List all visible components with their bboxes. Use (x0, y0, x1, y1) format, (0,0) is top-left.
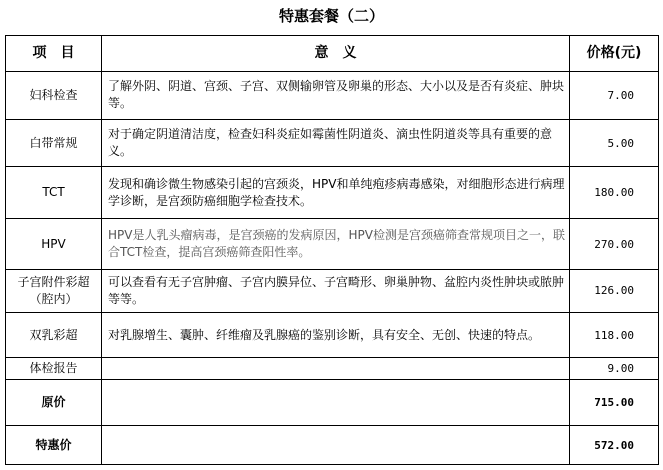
table-row (6, 219, 659, 270)
special-price-meaning (102, 426, 570, 465)
item-meaning: HPV是人乳头瘤病毒，是宫颈癌的发病原因，HPV检测是宫颈癌筛查常规项目之一，联合TCT检查，提高宫颈癌筛查阳性率。 (102, 219, 570, 270)
original-price-row (6, 379, 659, 425)
item-price: 5.00 (570, 120, 659, 167)
item-name: HPV (6, 219, 102, 270)
item-price: 180.00 (570, 167, 659, 219)
special-price-value: 572.00 (570, 426, 659, 465)
special-price-row (6, 426, 659, 465)
item-meaning: 对于确定阴道清洁度，检查妇科炎症如霉菌性阴道炎、滴虫性阴道炎等具有重要的意义。 (102, 120, 570, 167)
item-meaning: 可以查看有无子宫肿瘤、子宫内膜异位、子宫畸形、卵巢肿物、盆腔内炎性肿块或脓肿等等。 (102, 269, 570, 312)
package-table (5, 35, 659, 465)
item-price: 118.00 (570, 312, 659, 357)
item-name: 妇科检查 (6, 71, 102, 120)
table-row (6, 167, 659, 219)
item-name: TCT (6, 167, 102, 219)
item-name: 双乳彩超 (6, 312, 102, 357)
page-title: 特惠套餐（二） (278, 7, 384, 25)
table-row (6, 269, 659, 312)
original-price-meaning (102, 379, 570, 425)
header-meaning: 意 义 (102, 36, 570, 72)
item-price: 7.00 (570, 71, 659, 120)
item-meaning: 发现和确诊微生物感染引起的宫颈炎，HPV和单纯疱疹病毒感染，对细胞形态进行病理学诊断，是宫颈防癌细胞学检查技术。 (102, 167, 570, 219)
table-row (6, 358, 659, 380)
item-name: 体检报告 (6, 358, 102, 380)
item-meaning: 了解外阴、阴道、宫颈、子宫、双侧输卵管及卵巢的形态、大小以及是否有炎症、肿块等。 (102, 71, 570, 120)
header-row (6, 36, 659, 72)
item-price: 126.00 (570, 269, 659, 312)
item-price: 270.00 (570, 219, 659, 270)
item-meaning: 对乳腺增生、囊肿、纤维瘤及乳腺癌的鉴别诊断，具有安全、无创、快速的特点。 (102, 312, 570, 357)
original-price-label: 原价 (6, 379, 102, 425)
item-meaning (102, 358, 570, 380)
table-row (6, 312, 659, 357)
table-row (6, 71, 659, 120)
table-row (6, 120, 659, 167)
item-name: 子宫附件彩超（腔内） (6, 269, 102, 312)
item-price: 9.00 (570, 358, 659, 380)
special-price-label: 特惠价 (6, 426, 102, 465)
header-price: 价格(元) (570, 36, 659, 72)
item-name: 白带常规 (6, 120, 102, 167)
original-price-value: 715.00 (570, 379, 659, 425)
header-item: 项 目 (6, 36, 102, 72)
